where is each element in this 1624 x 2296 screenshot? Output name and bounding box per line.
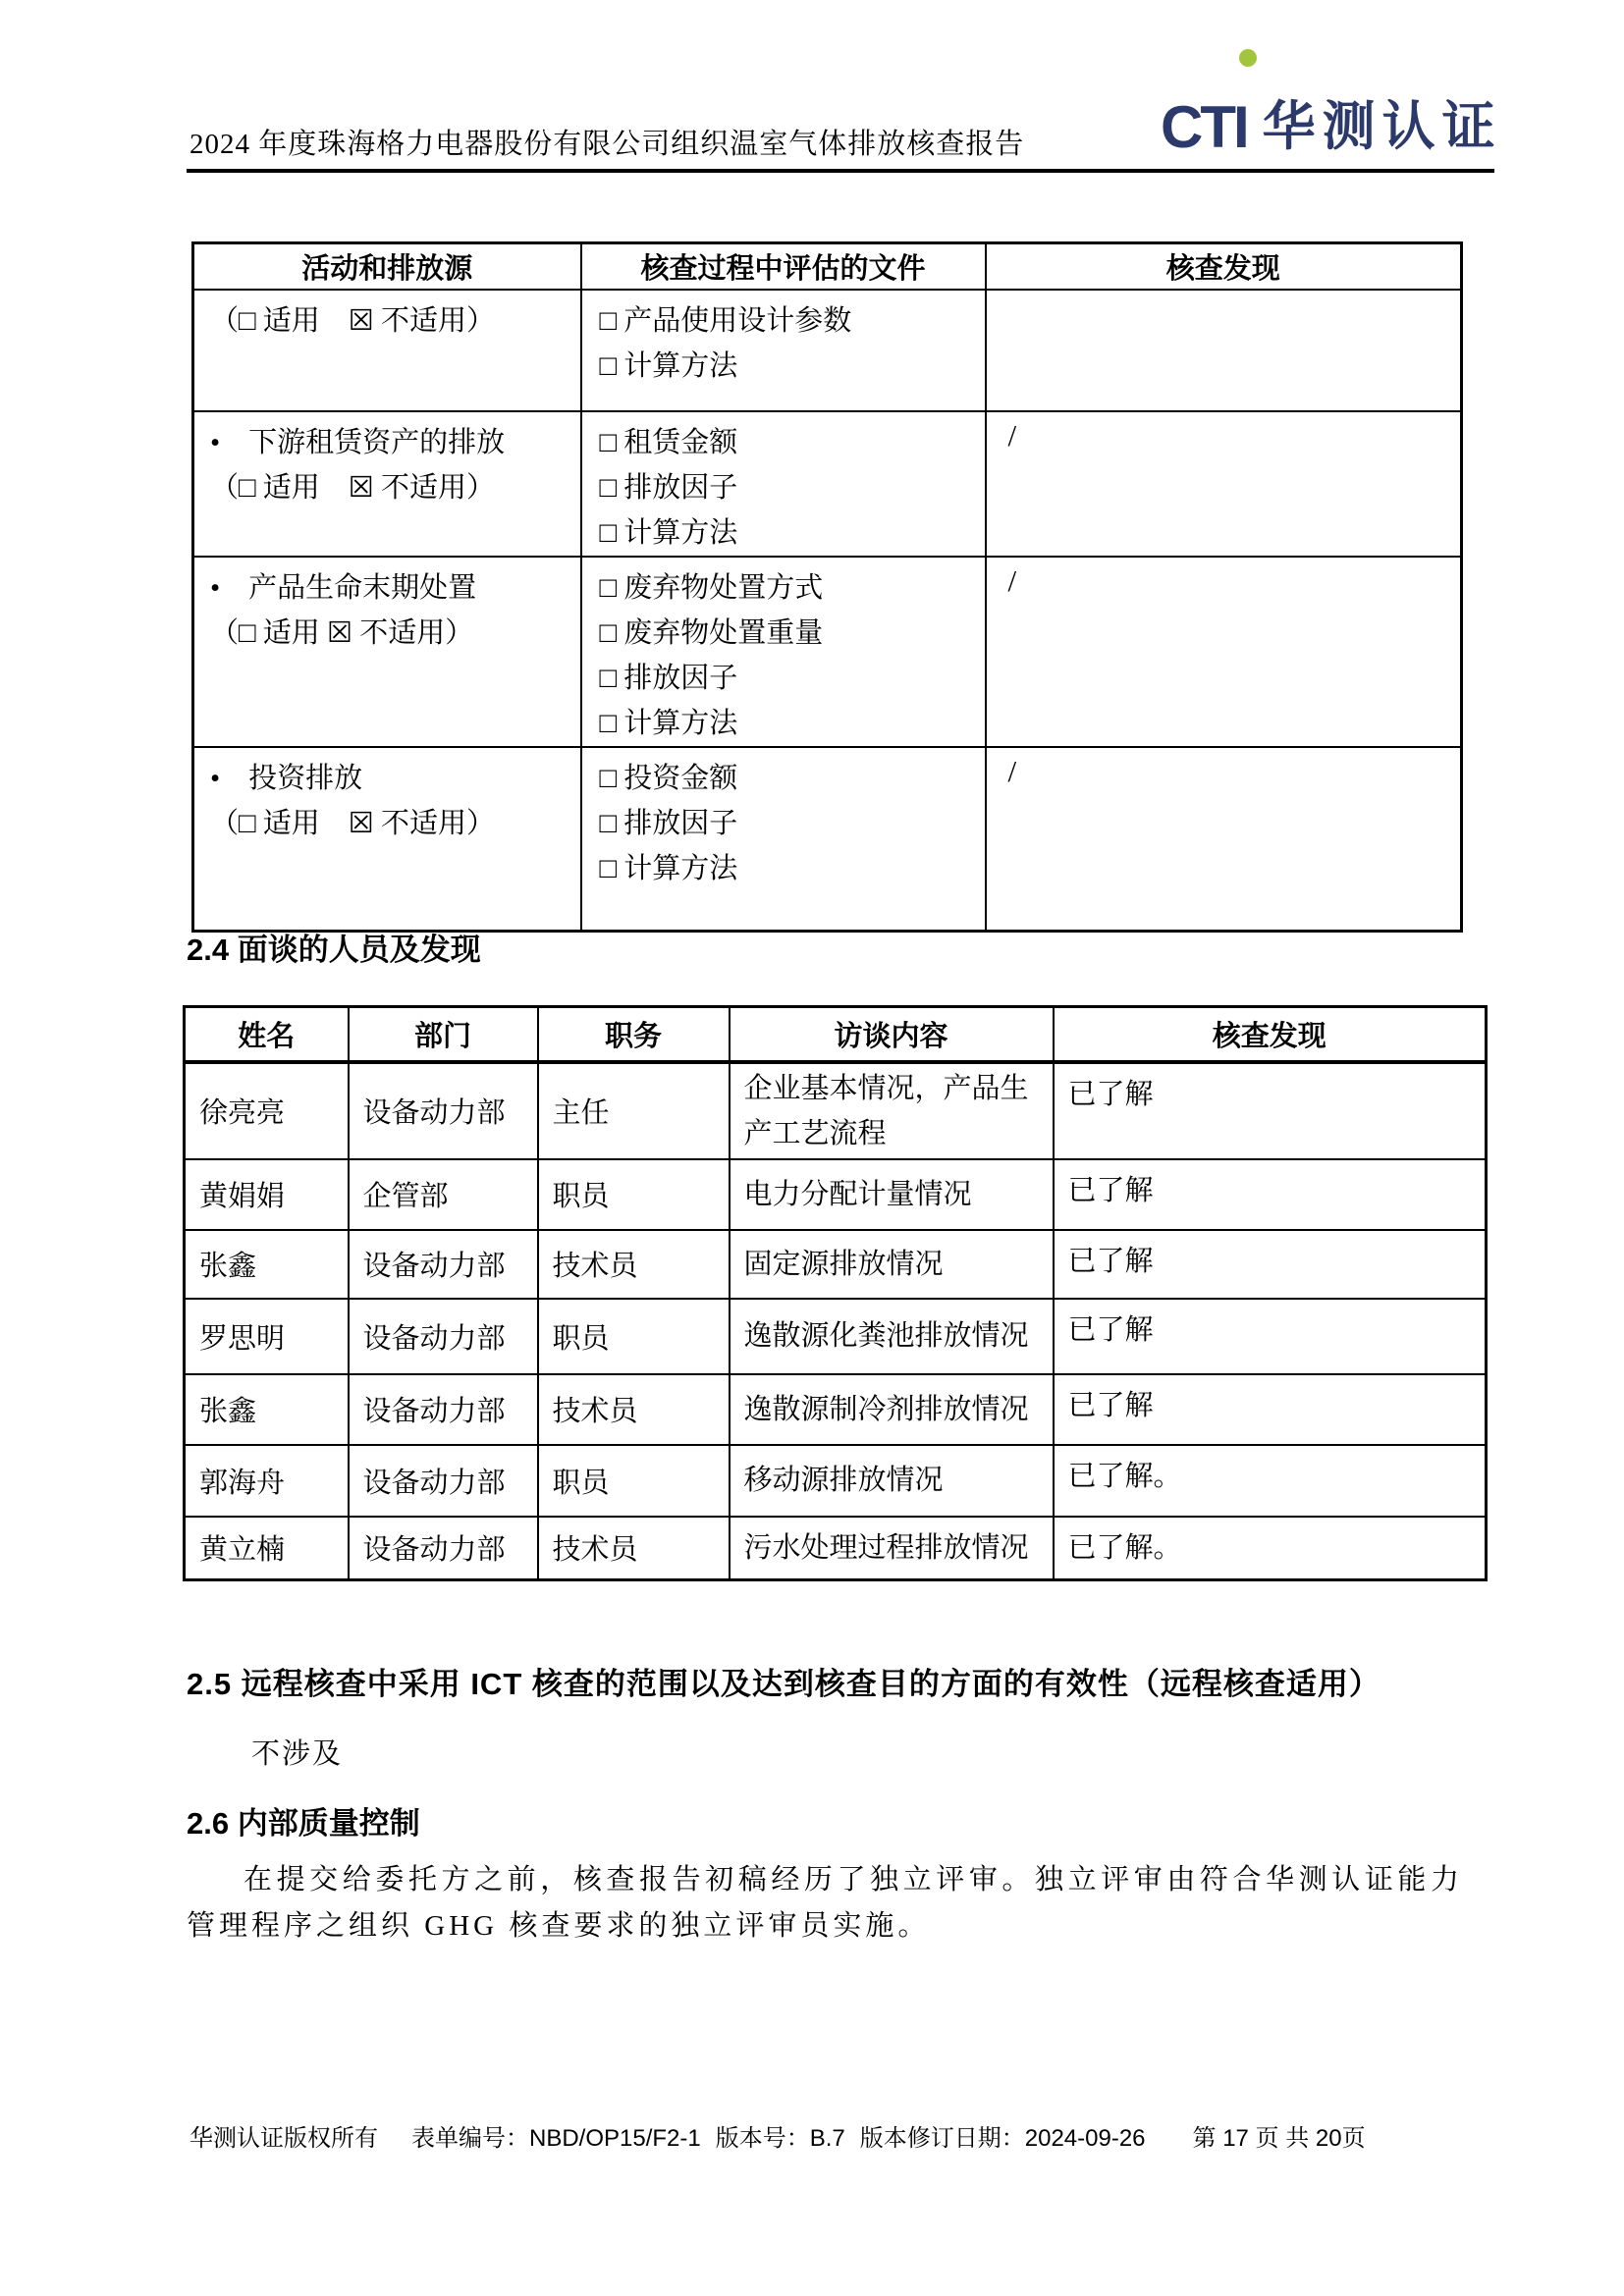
finding-cell: 已了解 <box>1054 1159 1487 1230</box>
finding-cell: / <box>986 557 1462 747</box>
finding-cell <box>986 290 1462 411</box>
interview-content-cell: 企业基本情况，产品生产工艺流程 <box>730 1062 1054 1159</box>
col-header-position: 职务 <box>538 1007 730 1062</box>
footer-revision-date: 版本修订日期：2024-09-26 <box>859 2125 1146 2152</box>
finding-cell: / <box>986 747 1462 931</box>
activity-cell: • 下游租赁资产的排放 （□ 适用 ☒ 不适用） <box>193 411 581 557</box>
table-row <box>193 411 1462 557</box>
finding-cell: 已了解 <box>1054 1299 1487 1374</box>
name-cell: 黄娟娟 <box>185 1159 349 1230</box>
interviews-table-header-row <box>185 1007 1487 1062</box>
name-cell: 徐亮亮 <box>185 1062 349 1159</box>
table-row <box>185 1374 1487 1445</box>
header-rule <box>187 169 1494 173</box>
activities-table-header-row <box>193 243 1462 291</box>
position-cell: 技术员 <box>538 1230 730 1299</box>
position-cell: 职员 <box>538 1445 730 1517</box>
department-cell: 设备动力部 <box>349 1374 538 1445</box>
brand-logo <box>1161 73 1502 160</box>
page-footer <box>189 2118 1505 2153</box>
table-row <box>185 1517 1487 1580</box>
table-row <box>193 747 1462 931</box>
position-cell: 职员 <box>538 1159 730 1230</box>
department-cell: 设备动力部 <box>349 1517 538 1580</box>
finding-cell: 已了解。 <box>1054 1517 1487 1580</box>
footer-form-number: 表单编号：NBD/OP15/F2-1 <box>411 2125 701 2152</box>
activity-cell: • 产品生命末期处置 （□ 适用 ☒ 不适用） <box>193 557 581 747</box>
documents-cell: □ 废弃物处置方式 □ 废弃物处置重量 □ 排放因子 □ 计算方法 <box>581 557 986 747</box>
interview-content-cell: 逸散源化粪池排放情况 <box>730 1299 1054 1374</box>
section-heading-2-4: 2.4 面谈的人员及发现 <box>187 933 481 967</box>
interview-content-cell: 污水处理过程排放情况 <box>730 1517 1054 1580</box>
table-row <box>185 1445 1487 1517</box>
logo-dot <box>1239 49 1257 67</box>
table-row <box>185 1299 1487 1374</box>
position-cell: 职员 <box>538 1299 730 1374</box>
department-cell: 设备动力部 <box>349 1062 538 1159</box>
logo-cti-text: CTI <box>1161 93 1247 160</box>
activities-table <box>191 241 1463 933</box>
interviews-table <box>183 1005 1488 1581</box>
col-header-interview-content: 访谈内容 <box>730 1007 1054 1062</box>
finding-cell: / <box>986 411 1462 557</box>
table-row <box>185 1062 1487 1159</box>
table-row <box>185 1159 1487 1230</box>
table-row <box>185 1230 1487 1299</box>
col-header-finding: 核查发现 <box>986 243 1462 291</box>
name-cell: 黄立楠 <box>185 1517 349 1580</box>
section-heading-2-6: 2.6 内部质量控制 <box>187 1806 420 1841</box>
documents-cell: □ 租赁金额 □ 排放因子 □ 计算方法 <box>581 411 986 557</box>
col-header-name: 姓名 <box>185 1007 349 1062</box>
finding-cell: 已了解。 <box>1054 1445 1487 1517</box>
department-cell: 企管部 <box>349 1159 538 1230</box>
interview-content-cell: 逸散源制冷剂排放情况 <box>730 1374 1054 1445</box>
department-cell: 设备动力部 <box>349 1445 538 1517</box>
interview-content-cell: 固定源排放情况 <box>730 1230 1054 1299</box>
activity-cell: • 投资排放 （□ 适用 ☒ 不适用） <box>193 747 581 931</box>
position-cell: 主任 <box>538 1062 730 1159</box>
finding-cell: 已了解 <box>1054 1374 1487 1445</box>
footer-page-number: 第 17 页 共 20页 <box>1192 2125 1366 2152</box>
name-cell: 张鑫 <box>185 1230 349 1299</box>
finding-cell: 已了解 <box>1054 1230 1487 1299</box>
position-cell: 技术员 <box>538 1517 730 1580</box>
section-2-6-paragraph: 在提交给委托方之前，核查报告初稿经历了独立评审。独立评审由符合华测认证能力管理程序之组织 GHG 核查要求的独立评审员实施。 <box>187 1864 1463 1942</box>
name-cell: 郭海舟 <box>185 1445 349 1517</box>
interview-content-cell: 电力分配计量情况 <box>730 1159 1054 1230</box>
table-row <box>193 290 1462 411</box>
name-cell: 张鑫 <box>185 1374 349 1445</box>
table-row <box>193 557 1462 747</box>
finding-cell: 已了解 <box>1054 1062 1487 1159</box>
col-header-documents: 核查过程中评估的文件 <box>581 243 986 291</box>
activity-cell: （□ 适用 ☒ 不适用） <box>193 290 581 411</box>
documents-cell: □ 投资金额 □ 排放因子 □ 计算方法 <box>581 747 986 931</box>
col-header-department: 部门 <box>349 1007 538 1062</box>
department-cell: 设备动力部 <box>349 1299 538 1374</box>
interview-content-cell: 移动源排放情况 <box>730 1445 1054 1517</box>
footer-version: 版本号：B.7 <box>715 2125 845 2152</box>
documents-cell: □ 产品使用设计参数 □ 计算方法 <box>581 290 986 411</box>
logo-company-name: 华测认证 <box>1262 97 1502 157</box>
col-header-verification-finding: 核查发现 <box>1054 1007 1487 1062</box>
col-header-activity: 活动和排放源 <box>193 243 581 291</box>
department-cell: 设备动力部 <box>349 1230 538 1299</box>
name-cell: 罗思明 <box>185 1299 349 1374</box>
footer-copyright: 华测认证版权所有 <box>189 2125 378 2152</box>
section-heading-2-5: 2.5 远程核查中采用 ICT 核查的范围以及达到核查目的方面的有效性（远程核查适用） <box>187 1667 1380 1701</box>
section-2-5-body: 不涉及 <box>251 1738 344 1770</box>
page-title: 2024 年度珠海格力电器股份有限公司组织温室气体排放核查报告 <box>189 129 1025 160</box>
position-cell: 技术员 <box>538 1374 730 1445</box>
